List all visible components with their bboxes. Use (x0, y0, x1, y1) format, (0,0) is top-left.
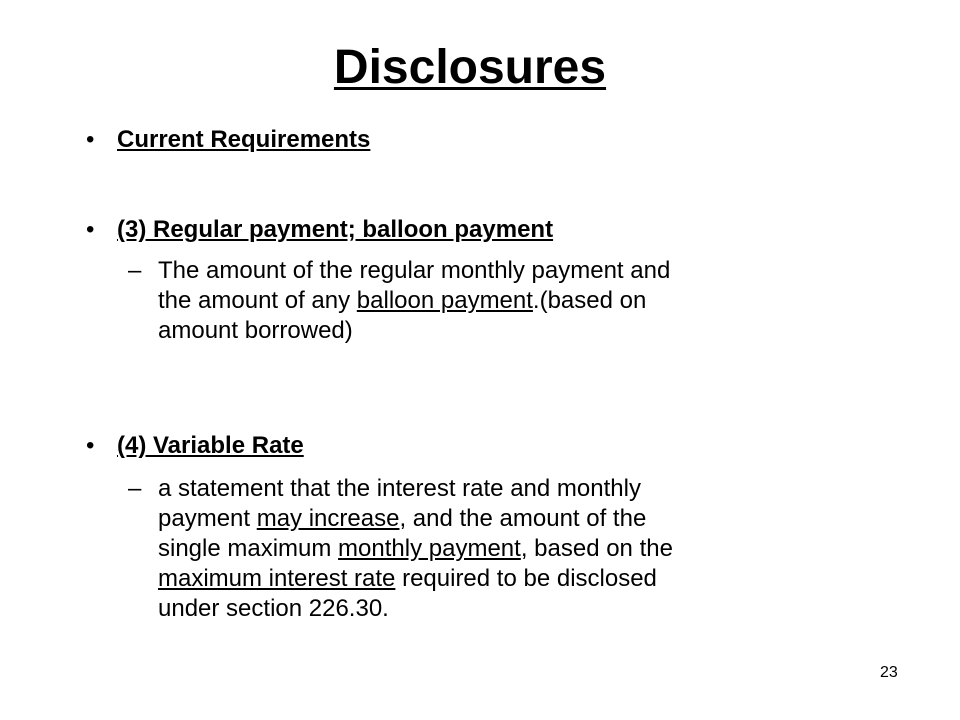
text-line (158, 474, 868, 504)
text-line (158, 564, 868, 594)
bullet-marker: • (86, 216, 95, 243)
dash-marker: – (128, 475, 142, 502)
bullet-text: (4) Variable Rate (117, 432, 304, 459)
text-run: single maximum (158, 535, 339, 562)
text-run: payment (158, 505, 257, 532)
dash-marker: – (128, 257, 142, 284)
sub-item-body (158, 474, 868, 624)
text-run: The amount of the regular monthly payment and (158, 257, 671, 284)
text-run: .(based on (532, 287, 647, 314)
text-run: the amount of any (158, 287, 357, 314)
underlined-term: monthly payment (338, 535, 521, 562)
bullet-text: Current Requirements (117, 126, 371, 153)
underlined-term: maximum interest rate (158, 565, 396, 592)
text-line (158, 256, 868, 286)
text-line (158, 534, 868, 564)
text-line (158, 316, 868, 346)
bullet-text: (3) Regular payment; balloon payment (117, 216, 554, 243)
text-run: required to be disclosed (395, 565, 657, 592)
bullet-marker: • (86, 126, 95, 153)
sub-item-body (158, 256, 868, 346)
underlined-term: balloon payment (356, 287, 533, 314)
text-run: amount borrowed) (158, 317, 353, 344)
text-run: under section 226.30. (158, 595, 389, 622)
bullet-marker: • (86, 432, 95, 459)
text-run: , and the amount of the (399, 505, 647, 532)
text-run: , based on the (520, 535, 673, 562)
underlined-term: may increase (256, 505, 400, 532)
text-run: a statement that the interest rate and monthly (158, 475, 641, 502)
text-line (158, 594, 868, 624)
text-line (158, 286, 868, 316)
slide-title: Disclosures (333, 41, 607, 94)
text-line (158, 504, 868, 534)
page-number: 23 (880, 664, 898, 681)
